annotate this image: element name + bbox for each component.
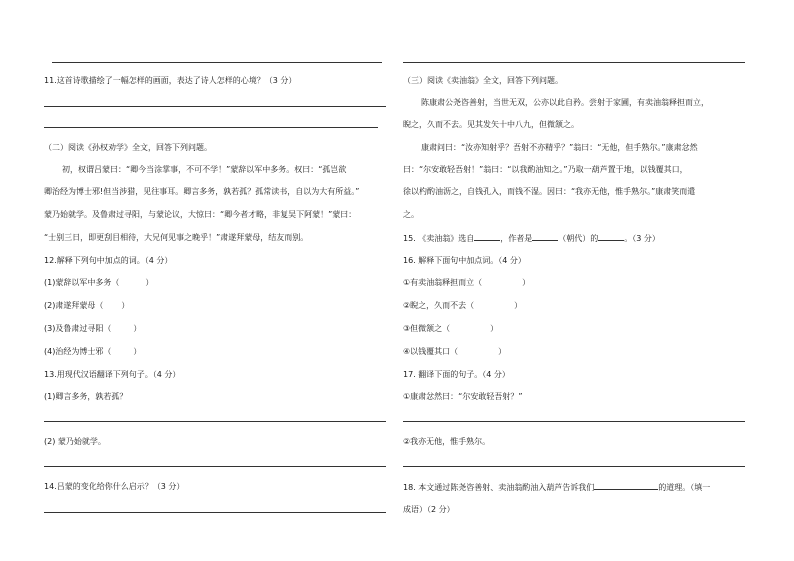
q15-part: ，作者是	[500, 234, 533, 243]
q12-item	[44, 323, 141, 334]
paren-open: （	[442, 324, 451, 333]
q16-item-text: ②睨之，久而不去	[403, 301, 467, 310]
answer-line	[44, 127, 378, 128]
passage-line: 蒙乃始就学。及鲁肃过寻阳，与蒙论议，大惊曰：“卿今者才略，非复吴下阿蒙！”蒙曰：	[44, 210, 357, 219]
paren-open: （	[95, 301, 104, 310]
question-13: 13.用现代汉语翻译下列句子。（4 分）	[44, 370, 181, 379]
answer-line	[403, 466, 745, 467]
paren-close: ）	[133, 347, 142, 356]
q17-sentence-2: ②我亦无他，惟手熟尔。	[403, 437, 491, 446]
paren-close: ）	[133, 324, 142, 333]
passage-line: 康肃问曰：“汝亦知射乎？吾射不亦精乎？”翁曰：“无他，但手熟尔。”康肃忿然	[421, 143, 698, 152]
paren-close: ）	[145, 278, 154, 287]
passage-line: 曰：“尔安敢轻吾射！”翁曰：“以我酌油知之。”乃取一葫芦置于地，以钱覆其口，	[403, 165, 688, 174]
answer-line	[403, 62, 745, 63]
q16-item-text: ①有卖油翁释担而立	[403, 278, 475, 287]
paren-open: （	[450, 347, 459, 356]
q18-part: 的道理。（填一	[658, 483, 711, 492]
paren-open: （	[103, 347, 112, 356]
passage-line: 之。	[403, 210, 419, 219]
paren-close: ）	[522, 278, 531, 287]
author-blank[interactable]	[532, 232, 558, 241]
question-17: 17. 翻译下面的句子。（4 分）	[403, 370, 510, 379]
q16-item	[403, 300, 522, 311]
idiom-blank[interactable]	[594, 481, 658, 490]
paren-close: ）	[490, 324, 499, 333]
q12-item-text: (1)蒙辞以军中多务	[44, 278, 112, 287]
q13-sentence-1: (1)卿言多务，孰若孤？	[44, 392, 128, 401]
q18-part: 18. 本文通过陈尧咨善射、卖油翁酌油入葫芦告诉我们	[403, 483, 595, 492]
passage-line: 睨之，久而不去。见其发矢十中八九，但微颔之。	[403, 120, 579, 129]
q12-item-text: (3)及鲁肃过寻阳	[44, 324, 104, 333]
paren-open: （	[111, 278, 120, 287]
q16-item-text: ④以钱覆其口	[403, 347, 451, 356]
question-16: 16. 解释下面句中加点词。（4 分）	[403, 256, 526, 265]
q16-item-text: ③但微颔之	[403, 324, 443, 333]
q18-continuation: 成语）（2 分）	[403, 505, 455, 514]
q12-item-text: (4)治经为博士邪	[44, 347, 104, 356]
q12-item	[44, 346, 141, 357]
paren-close: ）	[121, 301, 130, 310]
q12-item-text: (2)肃遂拜蒙母	[44, 301, 96, 310]
paren-open: （	[103, 324, 112, 333]
answer-line	[44, 421, 386, 422]
q13-sentence-2: (2) 蒙乃始就学。	[44, 437, 106, 446]
q12-item	[44, 277, 153, 288]
answer-line	[403, 421, 745, 422]
paren-close: ）	[498, 347, 507, 356]
paren-open: （	[466, 301, 475, 310]
q12-item	[44, 300, 129, 311]
q16-item	[403, 277, 530, 288]
q15-part: 15. 《卖油翁》选自	[403, 234, 475, 243]
paren-close: ）	[514, 301, 523, 310]
passage-line: “士别三日，即更刮目相待，大兄何见事之晚乎！”肃遂拜蒙母，结友而别。	[44, 233, 309, 242]
question-18	[403, 481, 710, 493]
question-11: 11.这首诗歌描绘了一幅怎样的画面，表达了诗人怎样的心境？（3 分）	[44, 76, 297, 85]
question-15	[403, 232, 660, 244]
answer-line	[44, 106, 386, 107]
section-2-title: （二）阅读《孙权劝学》全文，回答下列问题。	[44, 143, 212, 152]
source-blank[interactable]	[474, 232, 500, 241]
q15-part: （朝代）的	[558, 234, 599, 243]
passage-line: 陈康肃公尧咨善射，当世无双，公亦以此自矜。尝射于家圃，有卖油翁释担而立，	[421, 98, 709, 107]
q16-item	[403, 323, 498, 334]
answer-line	[44, 466, 386, 467]
question-12: 12.解释下列句中加点的词。（4 分）	[44, 256, 173, 265]
question-14: 14.吕蒙的变化给你什么启示？（3 分）	[44, 482, 185, 491]
passage-line: 徐以杓酌油沥之，自钱孔入，而钱不湿。因曰：“我亦无他，惟手熟尔。”康肃笑而遣	[403, 187, 696, 196]
q15-part: 。（3 分）	[624, 234, 660, 243]
passage-line: 初，权谓吕蒙曰：“卿今当涂掌事，不可不学！”蒙辞以军中多务。权曰：“孤岂欲	[62, 165, 347, 174]
q16-item	[403, 346, 506, 357]
q17-sentence-1: ①康肃忿然曰：“尔安敢轻吾射？”	[403, 392, 523, 401]
section-3-title: （三）阅读《卖油翁》全文，回答下列问题。	[403, 76, 563, 85]
title-blank[interactable]	[598, 232, 624, 241]
answer-line	[44, 512, 386, 513]
paren-open: （	[474, 278, 483, 287]
answer-line	[52, 62, 382, 63]
passage-line: 卿治经为博士邪!但当涉猎，见往事耳。卿言多务，孰若孤？孤常读书，自以为大有所益。”	[44, 187, 360, 196]
